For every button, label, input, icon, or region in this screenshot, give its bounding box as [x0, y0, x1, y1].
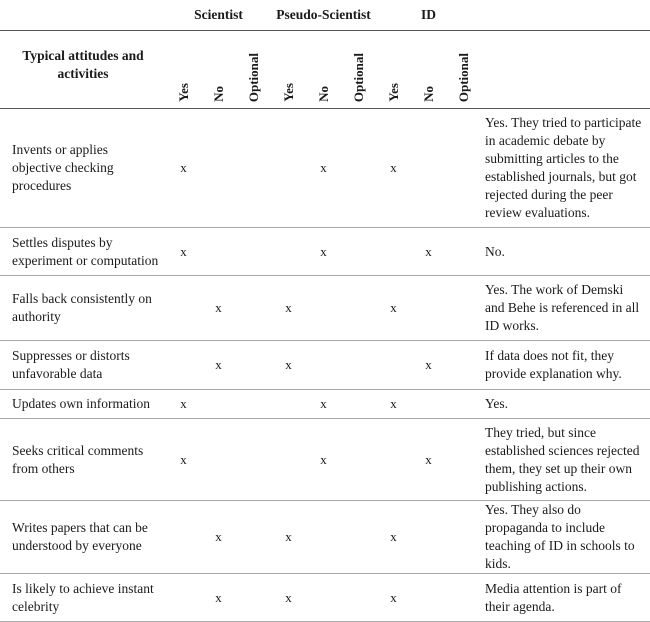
pseudo-optional-cell	[341, 419, 376, 501]
scientist-optional-cell	[236, 419, 271, 501]
scientist-no-cell	[201, 419, 236, 501]
id-no-cell: x	[411, 419, 446, 501]
table-row	[0, 501, 650, 574]
scientist-no-cell: x	[201, 341, 236, 390]
pseudo-optional-cell	[341, 276, 376, 341]
scientist-no-cell: x	[201, 501, 236, 574]
attribute-cell: Writes papers that can be understood by everyone	[0, 501, 166, 574]
scientist-no-header: No	[201, 31, 236, 109]
id-yes-cell	[376, 341, 411, 390]
note-cell: Yes. They tried to participate in academic debate by submitting articles to the established journals, but got rejected during the peer review evaluations.	[481, 109, 650, 228]
id-no-cell: x	[411, 341, 446, 390]
scientist-optional-cell	[236, 390, 271, 419]
scientist-optional-cell	[236, 109, 271, 228]
id-optional-cell	[446, 574, 481, 622]
scientist-yes-cell	[166, 341, 201, 390]
attribute-cell: Seeks critical comments from others	[0, 419, 166, 501]
attribute-cell: Settles disputes by experiment or computation	[0, 228, 166, 276]
note-cell: They tried, but since established sciences rejected them, they set up their own publishing actions.	[481, 419, 650, 501]
scientist-no-cell	[201, 109, 236, 228]
id-no-header: No	[411, 31, 446, 109]
id-optional-cell	[446, 109, 481, 228]
scientist-yes-cell: x	[166, 228, 201, 276]
scientist-optional-cell	[236, 501, 271, 574]
table-row	[0, 390, 650, 419]
scientist-no-cell	[201, 390, 236, 419]
attribute-cell: Is likely to achieve instant celebrity	[0, 574, 166, 622]
scientist-yes-cell: x	[166, 419, 201, 501]
pseudo-optional-header: Optional	[341, 31, 376, 109]
table-row	[0, 341, 650, 390]
pseudo-yes-cell: x	[271, 501, 306, 574]
pseudo-no-cell: x	[306, 390, 341, 419]
note-cell: Yes. The work of Demski and Behe is referenced in all ID works.	[481, 276, 650, 341]
scientist-no-cell	[201, 228, 236, 276]
id-yes-cell: x	[376, 574, 411, 622]
subcolumn-header-row	[0, 31, 650, 109]
attributes-column-header: Typical attitudes and activities	[0, 31, 166, 109]
pseudo-no-cell: x	[306, 228, 341, 276]
id-yes-cell	[376, 228, 411, 276]
scientist-yes-cell: x	[166, 109, 201, 228]
pseudo-optional-cell	[341, 574, 376, 622]
scientist-yes-cell: x	[166, 390, 201, 419]
pseudo-optional-cell	[341, 341, 376, 390]
pseudo-no-cell: x	[306, 109, 341, 228]
pseudo-yes-header: Yes	[271, 31, 306, 109]
pseudo-yes-cell: x	[271, 341, 306, 390]
scientist-optional-header: Optional	[236, 31, 271, 109]
id-no-cell	[411, 109, 446, 228]
pseudo-no-cell	[306, 341, 341, 390]
id-yes-cell: x	[376, 109, 411, 228]
attribute-cell: Invents or applies objective checking procedures	[0, 109, 166, 228]
scientist-yes-cell	[166, 574, 201, 622]
id-optional-cell	[446, 276, 481, 341]
pseudo-no-header: No	[306, 31, 341, 109]
table-row	[0, 228, 650, 276]
scientist-optional-cell	[236, 276, 271, 341]
pseudo-yes-cell	[271, 109, 306, 228]
pseudo-no-cell: x	[306, 419, 341, 501]
id-optional-cell	[446, 501, 481, 574]
group-header-scientist: Scientist	[166, 0, 271, 31]
id-optional-cell	[446, 341, 481, 390]
attribute-cell: Suppresses or distorts unfavorable data	[0, 341, 166, 390]
id-yes-cell: x	[376, 390, 411, 419]
scientist-yes-cell	[166, 276, 201, 341]
id-no-cell	[411, 574, 446, 622]
id-optional-cell	[446, 228, 481, 276]
attribute-cell: Falls back consistently on authority	[0, 276, 166, 341]
pseudo-no-cell	[306, 574, 341, 622]
pseudo-yes-cell	[271, 419, 306, 501]
note-cell: No.	[481, 228, 650, 276]
pseudo-no-cell	[306, 501, 341, 574]
id-no-cell: x	[411, 228, 446, 276]
id-no-cell	[411, 501, 446, 574]
group-header-id: ID	[376, 0, 481, 31]
group-header-row	[0, 0, 650, 31]
scientist-optional-cell	[236, 228, 271, 276]
pseudo-yes-cell: x	[271, 276, 306, 341]
note-cell: If data does not fit, they provide explanation why.	[481, 341, 650, 390]
note-cell: Media attention is part of their agenda.	[481, 574, 650, 622]
id-optional-cell	[446, 390, 481, 419]
table-row	[0, 276, 650, 341]
scientist-yes-cell	[166, 501, 201, 574]
table-row	[0, 574, 650, 622]
id-yes-cell	[376, 419, 411, 501]
pseudo-yes-cell: x	[271, 574, 306, 622]
id-optional-cell	[446, 419, 481, 501]
table-row	[0, 109, 650, 228]
attribute-cell: Updates own information	[0, 390, 166, 419]
scientist-optional-cell	[236, 574, 271, 622]
pseudo-optional-cell	[341, 501, 376, 574]
pseudo-yes-cell	[271, 390, 306, 419]
id-yes-cell: x	[376, 501, 411, 574]
id-yes-header: Yes	[376, 31, 411, 109]
table-row	[0, 419, 650, 501]
scientist-no-cell: x	[201, 276, 236, 341]
pseudo-optional-cell	[341, 390, 376, 419]
scientist-no-cell: x	[201, 574, 236, 622]
pseudo-optional-cell	[341, 109, 376, 228]
pseudo-optional-cell	[341, 228, 376, 276]
group-header-pseudo-scientist: Pseudo-Scientist	[271, 0, 376, 31]
id-no-cell	[411, 276, 446, 341]
scientist-optional-cell	[236, 341, 271, 390]
pseudo-no-cell	[306, 276, 341, 341]
id-no-cell	[411, 390, 446, 419]
id-yes-cell: x	[376, 276, 411, 341]
note-cell: Yes.	[481, 390, 650, 419]
id-optional-header: Optional	[446, 31, 481, 109]
scientist-yes-header: Yes	[166, 31, 201, 109]
pseudo-yes-cell	[271, 228, 306, 276]
note-cell: Yes. They also do propaganda to include teaching of ID in schools to kids.	[481, 501, 650, 574]
